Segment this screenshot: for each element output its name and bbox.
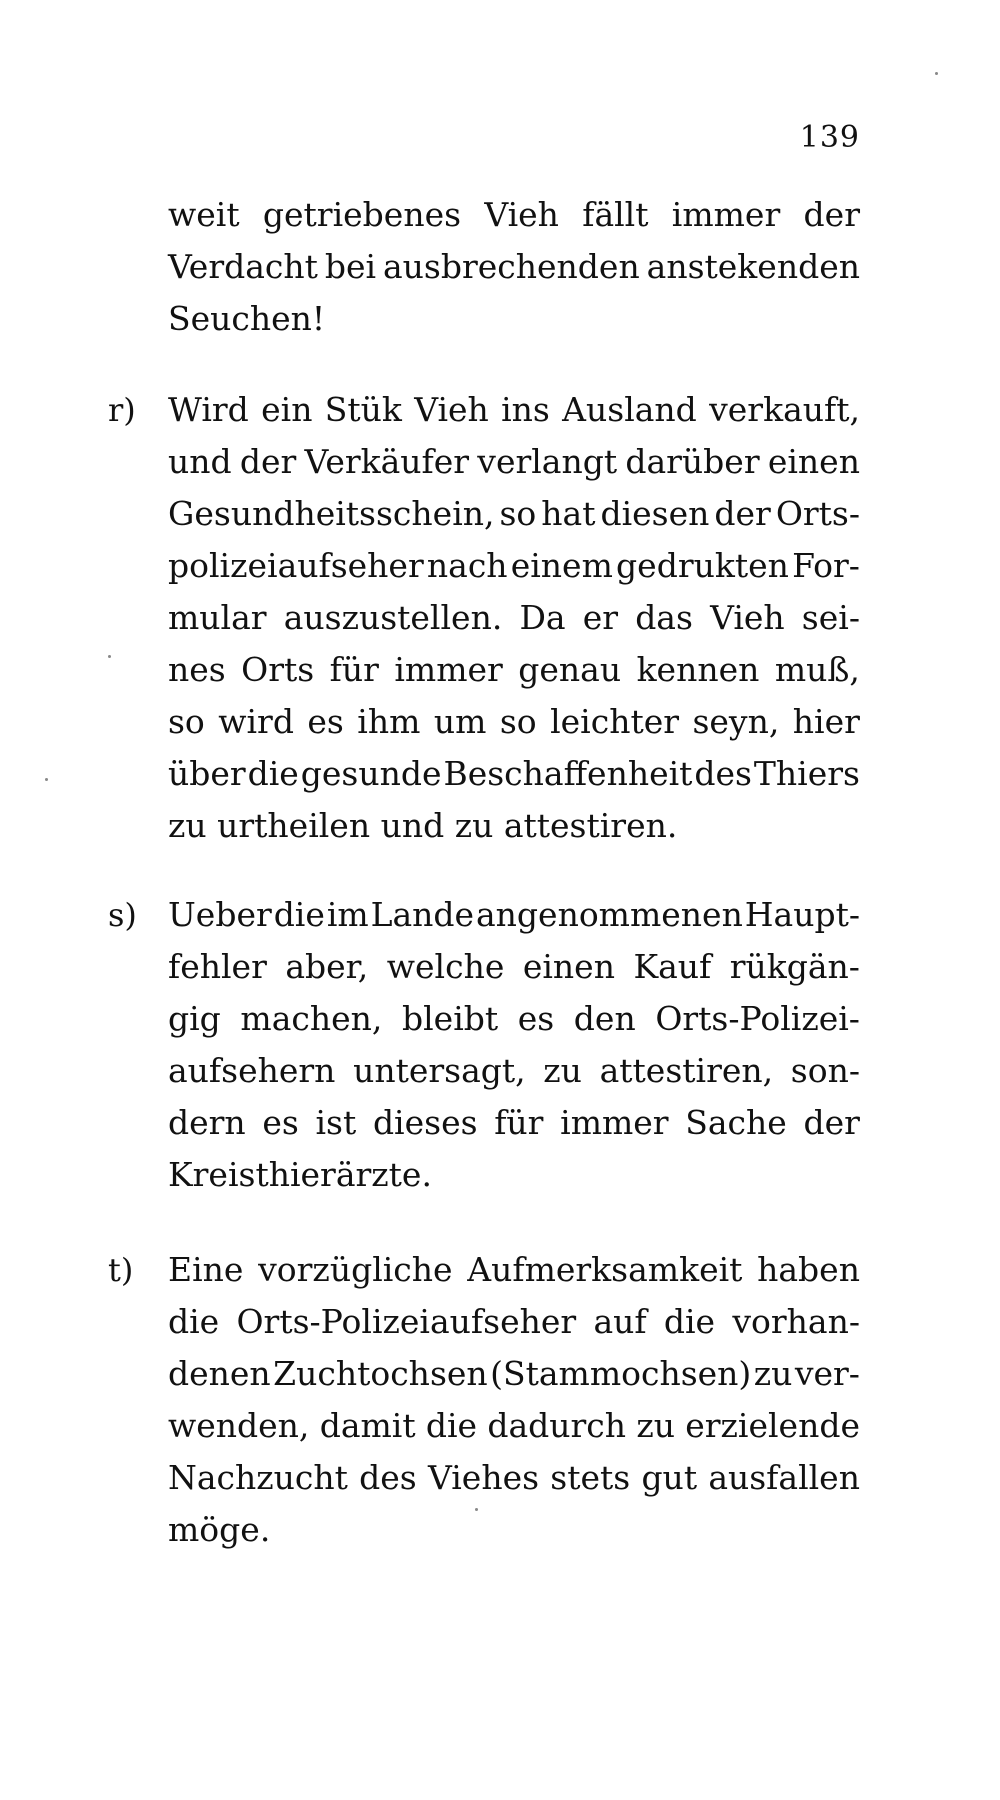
- word: so: [168, 702, 205, 741]
- word: nes: [168, 650, 226, 689]
- word: Sache: [685, 1103, 787, 1142]
- word: rükgän-: [729, 947, 860, 986]
- word: attestiren,: [599, 1051, 774, 1090]
- scan-speck: [45, 778, 48, 781]
- word: bleibt: [401, 999, 499, 1038]
- word: einem: [510, 546, 613, 585]
- text-line: [168, 645, 860, 695]
- text-line: [168, 942, 860, 992]
- word: Ausland: [562, 390, 697, 429]
- word: auszustellen.: [283, 598, 503, 637]
- text-line: [168, 1453, 860, 1503]
- word: und: [168, 442, 232, 481]
- word: Beschaffenheit: [443, 754, 693, 793]
- paragraph-marker: s): [108, 896, 137, 934]
- text-line: [168, 1098, 860, 1148]
- word: damit: [319, 1406, 416, 1445]
- word: die: [168, 1302, 220, 1341]
- word: des: [359, 1458, 417, 1497]
- word: weit: [168, 195, 240, 234]
- word: bei: [324, 247, 377, 286]
- word: der: [714, 494, 771, 533]
- word: Orts-Polizei-: [655, 999, 860, 1038]
- word: er: [582, 598, 619, 637]
- word: gig: [168, 999, 221, 1038]
- text-line: [168, 1401, 860, 1451]
- word: anstekenden: [646, 247, 860, 286]
- word: um: [433, 702, 487, 741]
- word: einen: [522, 947, 615, 986]
- word: der: [803, 1103, 860, 1142]
- word: Kauf: [633, 947, 712, 986]
- word: die: [425, 1406, 478, 1445]
- word: fällt: [582, 195, 649, 234]
- word: ein: [261, 390, 313, 429]
- text-line: [168, 1245, 860, 1295]
- word: des: [694, 754, 752, 793]
- word: Zuchtochsen: [273, 1354, 488, 1393]
- word: so: [499, 702, 537, 741]
- word: wenden,: [168, 1406, 310, 1445]
- word: aber,: [285, 947, 369, 986]
- word: nach: [426, 546, 508, 585]
- page-number: 139: [799, 120, 860, 155]
- word: haben: [757, 1250, 860, 1289]
- word: ins: [501, 390, 550, 429]
- word: untersagt,: [353, 1051, 526, 1090]
- word: einen: [767, 442, 860, 481]
- paragraph-marker: r): [108, 391, 136, 429]
- word: ausfallen: [708, 1458, 860, 1497]
- word: es: [262, 1103, 299, 1142]
- text-line: [168, 1297, 860, 1347]
- word: ausbrechenden: [383, 247, 640, 286]
- word: Vieh: [710, 598, 785, 637]
- word: Orts-Polizeiaufseher: [236, 1302, 577, 1341]
- word: Vieh: [484, 195, 559, 234]
- word: aufsehern: [168, 1051, 336, 1090]
- word: zu: [636, 1406, 675, 1445]
- text-line: [168, 1349, 860, 1399]
- word: Verdacht: [168, 247, 318, 286]
- word: son-: [790, 1051, 860, 1090]
- word: Nachzucht: [168, 1458, 348, 1497]
- word: im: [326, 895, 369, 934]
- text-line: [168, 385, 860, 435]
- text-line: [168, 994, 860, 1044]
- text-line: [168, 890, 860, 940]
- text-line: Seuchen!: [168, 299, 326, 338]
- word: den: [573, 999, 636, 1038]
- word: Haupt-: [744, 895, 860, 934]
- word: darüber: [625, 442, 760, 481]
- scan-speck: [935, 72, 938, 75]
- word: so: [499, 494, 537, 533]
- word: immer: [560, 1103, 669, 1142]
- word: der: [803, 195, 860, 234]
- word: dieses: [372, 1103, 478, 1142]
- word: vorzügliche: [258, 1250, 453, 1289]
- word: für: [329, 650, 379, 689]
- word: vorhan-: [732, 1302, 860, 1341]
- word: dadurch: [487, 1406, 627, 1445]
- text-line: [168, 593, 860, 643]
- word: der: [239, 442, 297, 481]
- scan-speck: [475, 1508, 478, 1511]
- word: welche: [386, 947, 505, 986]
- word: dern: [168, 1103, 246, 1142]
- word: die: [663, 1302, 716, 1341]
- word: wird: [218, 702, 294, 741]
- text-line: [168, 697, 860, 747]
- word: das: [635, 598, 693, 637]
- text-line: zu urtheilen und zu attestiren.: [168, 806, 678, 845]
- word: die: [273, 895, 325, 934]
- word: die: [247, 754, 299, 793]
- word: polizeiaufseher: [168, 546, 424, 585]
- word: angenommenen: [475, 895, 743, 934]
- word: immer: [671, 195, 781, 234]
- word: es: [517, 999, 555, 1038]
- word: diesen: [600, 494, 710, 533]
- word: denen: [168, 1354, 271, 1393]
- word: muß,: [774, 650, 860, 689]
- word: ist: [315, 1103, 357, 1142]
- word: seyn,: [692, 702, 780, 741]
- word: gesunde: [300, 754, 442, 793]
- word: immer: [394, 650, 503, 689]
- word: verlangt: [477, 442, 618, 481]
- text-line: [168, 489, 860, 539]
- word: zu: [753, 1354, 793, 1393]
- word: für: [494, 1103, 544, 1142]
- word: stets: [550, 1458, 631, 1497]
- word: machen,: [240, 999, 383, 1038]
- word: auf: [593, 1302, 647, 1341]
- text-line: [168, 1046, 860, 1096]
- word: Aufmerksamkeit: [467, 1250, 743, 1289]
- word: Viehes: [427, 1458, 540, 1497]
- word: Wird: [168, 390, 249, 429]
- word: genau: [518, 650, 622, 689]
- word: verkauft,: [709, 390, 860, 429]
- text-line: [168, 242, 860, 292]
- word: Thiers: [753, 754, 860, 793]
- word: über: [168, 754, 246, 793]
- word: (Stammochsen): [490, 1354, 752, 1393]
- text-line: möge.: [168, 1510, 271, 1549]
- word: fehler: [168, 947, 267, 986]
- word: es: [307, 702, 344, 741]
- word: leichter: [550, 702, 680, 741]
- paragraph-marker: t): [108, 1251, 134, 1289]
- text-line: [168, 749, 860, 799]
- word: getriebenes: [262, 195, 462, 234]
- word: zu: [543, 1051, 582, 1090]
- word: Da: [519, 598, 566, 637]
- word: hat: [541, 494, 596, 533]
- word: Lande: [370, 895, 475, 934]
- word: Stük: [324, 390, 402, 429]
- scan-speck: [108, 655, 111, 658]
- word: mular: [168, 598, 267, 637]
- word: For-: [792, 546, 860, 585]
- word: Orts: [241, 650, 315, 689]
- word: Vieh: [414, 390, 489, 429]
- word: erzielende: [685, 1406, 860, 1445]
- text-line: [168, 190, 860, 240]
- text-line: [168, 541, 860, 591]
- word: Gesundheitsschein,: [168, 494, 495, 533]
- word: Eine: [168, 1250, 244, 1289]
- word: Verkäufer: [304, 442, 470, 481]
- text-line: Kreisthierärzte.: [168, 1155, 432, 1194]
- word: Ueber: [168, 895, 272, 934]
- word: kennen: [636, 650, 760, 689]
- word: ihm: [357, 702, 421, 741]
- word: gut: [641, 1458, 698, 1497]
- word: ver-: [794, 1354, 860, 1393]
- word: sei-: [801, 598, 860, 637]
- word: Orts-: [775, 494, 860, 533]
- text-line: [168, 437, 860, 487]
- word: hier: [792, 702, 860, 741]
- word: gedrukten: [616, 546, 789, 585]
